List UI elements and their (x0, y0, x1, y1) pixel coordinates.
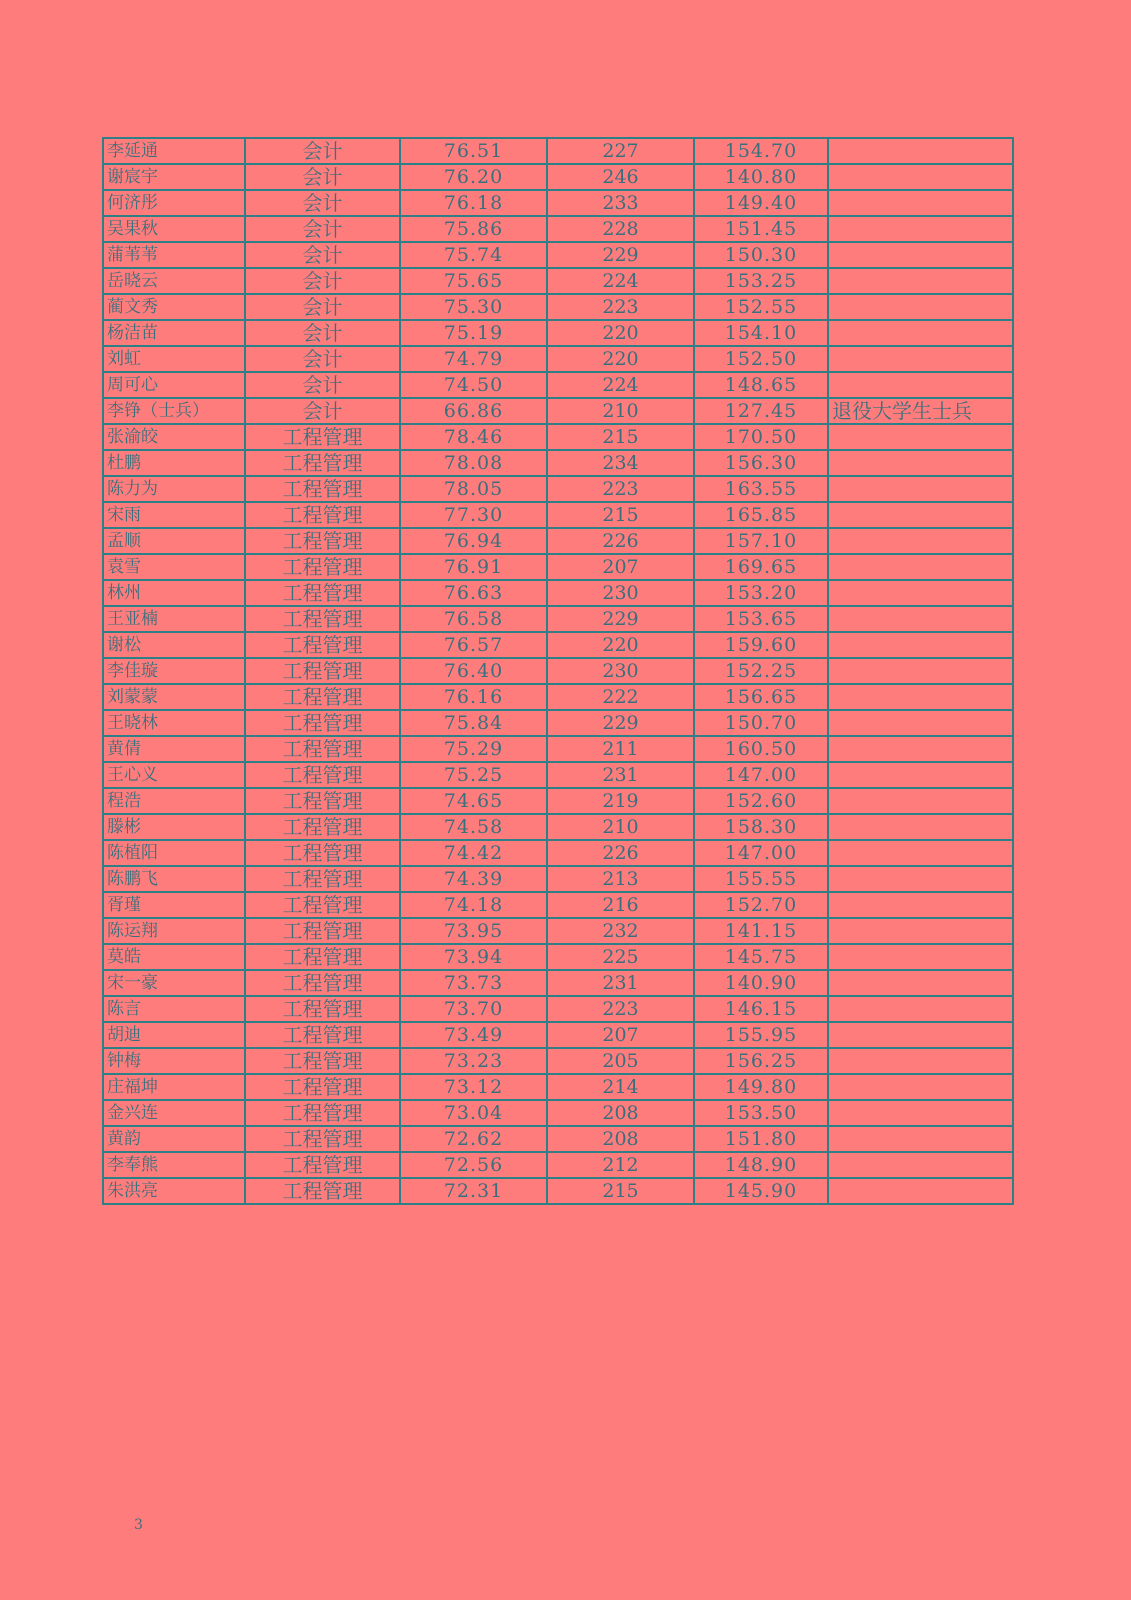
exam-score-cell: 212 (547, 1152, 694, 1178)
table-row (103, 788, 1013, 814)
total-score-cell: 146.15 (694, 996, 828, 1022)
score-cell: 74.79 (400, 346, 547, 372)
note-cell (828, 372, 1013, 398)
score-cell: 75.25 (400, 762, 547, 788)
student-name-cell: 胡迪 (103, 1022, 245, 1048)
total-score-cell: 127.45 (694, 398, 828, 424)
note-cell (828, 970, 1013, 996)
major-cell: 工程管理 (245, 996, 400, 1022)
total-score-cell: 148.65 (694, 372, 828, 398)
note-cell: 退役大学生士兵 (828, 398, 1013, 424)
student-name-cell: 蔺文秀 (103, 294, 245, 320)
exam-score-cell: 228 (547, 216, 694, 242)
total-score-cell: 156.30 (694, 450, 828, 476)
exam-score-cell: 223 (547, 294, 694, 320)
student-name-cell: 刘虹 (103, 346, 245, 372)
student-name-cell: 王亚楠 (103, 606, 245, 632)
exam-score-cell: 220 (547, 632, 694, 658)
total-score-cell: 170.50 (694, 424, 828, 450)
table-row (103, 294, 1013, 320)
note-cell (828, 528, 1013, 554)
score-cell: 74.18 (400, 892, 547, 918)
exam-score-cell: 230 (547, 658, 694, 684)
score-cell: 73.95 (400, 918, 547, 944)
exam-score-cell: 215 (547, 502, 694, 528)
major-cell: 会计 (245, 320, 400, 346)
total-score-cell: 156.25 (694, 1048, 828, 1074)
table-row (103, 840, 1013, 866)
note-cell (828, 554, 1013, 580)
note-cell (828, 736, 1013, 762)
table-row (103, 450, 1013, 476)
major-cell: 会计 (245, 268, 400, 294)
major-cell: 工程管理 (245, 1100, 400, 1126)
total-score-cell: 163.55 (694, 476, 828, 502)
major-cell: 工程管理 (245, 1178, 400, 1204)
score-cell: 76.57 (400, 632, 547, 658)
table-row (103, 554, 1013, 580)
table-row (103, 632, 1013, 658)
total-score-cell: 140.80 (694, 164, 828, 190)
major-cell: 工程管理 (245, 1152, 400, 1178)
table-row (103, 216, 1013, 242)
table-row (103, 658, 1013, 684)
table-row (103, 268, 1013, 294)
note-cell (828, 814, 1013, 840)
major-cell: 工程管理 (245, 736, 400, 762)
total-score-cell: 152.50 (694, 346, 828, 372)
major-cell: 工程管理 (245, 528, 400, 554)
major-cell: 工程管理 (245, 918, 400, 944)
student-name-cell: 宋雨 (103, 502, 245, 528)
note-cell (828, 294, 1013, 320)
score-cell: 76.51 (400, 138, 547, 164)
exam-score-cell: 215 (547, 1178, 694, 1204)
exam-score-cell: 210 (547, 814, 694, 840)
exam-score-cell: 216 (547, 892, 694, 918)
major-cell: 工程管理 (245, 502, 400, 528)
student-name-cell: 袁雪 (103, 554, 245, 580)
score-cell: 78.08 (400, 450, 547, 476)
score-cell: 75.65 (400, 268, 547, 294)
table-row (103, 1048, 1013, 1074)
student-name-cell: 朱洪亮 (103, 1178, 245, 1204)
major-cell: 工程管理 (245, 424, 400, 450)
student-name-cell: 陈运翔 (103, 918, 245, 944)
student-name-cell: 陈力为 (103, 476, 245, 502)
note-cell (828, 944, 1013, 970)
major-cell: 会计 (245, 190, 400, 216)
total-score-cell: 152.25 (694, 658, 828, 684)
student-name-cell: 黄倩 (103, 736, 245, 762)
student-name-cell: 李铮（士兵） (103, 398, 245, 424)
note-cell (828, 996, 1013, 1022)
exam-score-cell: 246 (547, 164, 694, 190)
exam-score-cell: 231 (547, 970, 694, 996)
score-cell: 76.91 (400, 554, 547, 580)
exam-score-cell: 220 (547, 320, 694, 346)
total-score-cell: 152.55 (694, 294, 828, 320)
score-cell: 74.58 (400, 814, 547, 840)
table-body (103, 138, 1013, 1204)
score-cell: 73.12 (400, 1074, 547, 1100)
score-cell: 76.40 (400, 658, 547, 684)
total-score-cell: 147.00 (694, 762, 828, 788)
major-cell: 会计 (245, 138, 400, 164)
total-score-cell: 169.65 (694, 554, 828, 580)
major-cell: 工程管理 (245, 476, 400, 502)
student-name-cell: 孟顺 (103, 528, 245, 554)
table-row (103, 372, 1013, 398)
note-cell (828, 788, 1013, 814)
note-cell (828, 684, 1013, 710)
score-cell: 73.04 (400, 1100, 547, 1126)
score-cell: 72.31 (400, 1178, 547, 1204)
table-row (103, 814, 1013, 840)
page-number: 3 (134, 1517, 143, 1533)
score-cell: 76.20 (400, 164, 547, 190)
student-name-cell: 何济彤 (103, 190, 245, 216)
score-cell: 75.84 (400, 710, 547, 736)
table-row (103, 138, 1013, 164)
total-score-cell: 159.60 (694, 632, 828, 658)
exam-score-cell: 226 (547, 528, 694, 554)
score-cell: 75.29 (400, 736, 547, 762)
major-cell: 工程管理 (245, 450, 400, 476)
exam-score-cell: 205 (547, 1048, 694, 1074)
exam-score-cell: 208 (547, 1126, 694, 1152)
major-cell: 工程管理 (245, 866, 400, 892)
score-cell: 77.30 (400, 502, 547, 528)
note-cell (828, 346, 1013, 372)
major-cell: 工程管理 (245, 762, 400, 788)
score-cell: 76.16 (400, 684, 547, 710)
note-cell (828, 710, 1013, 736)
table-row (103, 1152, 1013, 1178)
major-cell: 工程管理 (245, 658, 400, 684)
table-row (103, 710, 1013, 736)
major-cell: 工程管理 (245, 944, 400, 970)
note-cell (828, 450, 1013, 476)
table-row (103, 346, 1013, 372)
table-row (103, 164, 1013, 190)
table-row (103, 736, 1013, 762)
note-cell (828, 164, 1013, 190)
note-cell (828, 1048, 1013, 1074)
student-name-cell: 王晓林 (103, 710, 245, 736)
exam-score-cell: 219 (547, 788, 694, 814)
student-name-cell: 杨洁苗 (103, 320, 245, 346)
exam-score-cell: 214 (547, 1074, 694, 1100)
table-row (103, 476, 1013, 502)
total-score-cell: 154.10 (694, 320, 828, 346)
score-cell: 78.46 (400, 424, 547, 450)
total-score-cell: 147.00 (694, 840, 828, 866)
table-row (103, 1074, 1013, 1100)
student-name-cell: 吴果秋 (103, 216, 245, 242)
student-name-cell: 张渝皎 (103, 424, 245, 450)
exam-score-cell: 229 (547, 242, 694, 268)
note-cell (828, 476, 1013, 502)
exam-score-cell: 222 (547, 684, 694, 710)
score-cell: 73.70 (400, 996, 547, 1022)
note-cell (828, 892, 1013, 918)
table-row (103, 944, 1013, 970)
total-score-cell: 145.90 (694, 1178, 828, 1204)
score-cell: 73.49 (400, 1022, 547, 1048)
total-score-cell: 153.50 (694, 1100, 828, 1126)
major-cell: 工程管理 (245, 788, 400, 814)
score-cell: 73.94 (400, 944, 547, 970)
total-score-cell: 153.20 (694, 580, 828, 606)
exam-score-cell: 213 (547, 866, 694, 892)
note-cell (828, 1100, 1013, 1126)
table-row (103, 606, 1013, 632)
total-score-cell: 150.70 (694, 710, 828, 736)
note-cell (828, 580, 1013, 606)
exam-score-cell: 208 (547, 1100, 694, 1126)
student-name-cell: 钟梅 (103, 1048, 245, 1074)
major-cell: 工程管理 (245, 970, 400, 996)
table-row (103, 892, 1013, 918)
score-cell: 74.39 (400, 866, 547, 892)
exam-score-cell: 215 (547, 424, 694, 450)
student-name-cell: 程浩 (103, 788, 245, 814)
table-row (103, 1126, 1013, 1152)
table-row (103, 1178, 1013, 1204)
student-name-cell: 刘蒙蒙 (103, 684, 245, 710)
major-cell: 工程管理 (245, 580, 400, 606)
major-cell: 工程管理 (245, 840, 400, 866)
score-cell: 75.86 (400, 216, 547, 242)
student-name-cell: 蒲苇苇 (103, 242, 245, 268)
note-cell (828, 320, 1013, 346)
table-row (103, 424, 1013, 450)
exam-score-cell: 223 (547, 996, 694, 1022)
major-cell: 会计 (245, 164, 400, 190)
exam-score-cell: 229 (547, 710, 694, 736)
total-score-cell: 153.65 (694, 606, 828, 632)
table-row (103, 242, 1013, 268)
exam-score-cell: 226 (547, 840, 694, 866)
note-cell (828, 658, 1013, 684)
student-name-cell: 黄韵 (103, 1126, 245, 1152)
score-cell: 74.42 (400, 840, 547, 866)
score-cell: 73.73 (400, 970, 547, 996)
total-score-cell: 151.45 (694, 216, 828, 242)
major-cell: 会计 (245, 372, 400, 398)
table-row (103, 320, 1013, 346)
major-cell: 工程管理 (245, 1048, 400, 1074)
note-cell (828, 1178, 1013, 1204)
total-score-cell: 165.85 (694, 502, 828, 528)
note-cell (828, 216, 1013, 242)
note-cell (828, 190, 1013, 216)
score-cell: 76.18 (400, 190, 547, 216)
student-name-cell: 宋一豪 (103, 970, 245, 996)
exam-score-cell: 230 (547, 580, 694, 606)
exam-score-cell: 232 (547, 918, 694, 944)
score-cell: 73.23 (400, 1048, 547, 1074)
major-cell: 会计 (245, 294, 400, 320)
note-cell (828, 424, 1013, 450)
exam-score-cell: 211 (547, 736, 694, 762)
total-score-cell: 152.70 (694, 892, 828, 918)
table-row (103, 996, 1013, 1022)
major-cell: 会计 (245, 398, 400, 424)
note-cell (828, 632, 1013, 658)
student-name-cell: 庄福坤 (103, 1074, 245, 1100)
total-score-cell: 154.70 (694, 138, 828, 164)
exam-score-cell: 224 (547, 372, 694, 398)
student-name-cell: 陈植阳 (103, 840, 245, 866)
note-cell (828, 840, 1013, 866)
total-score-cell: 149.40 (694, 190, 828, 216)
major-cell: 工程管理 (245, 1126, 400, 1152)
score-table (102, 137, 1014, 1205)
table-row (103, 918, 1013, 944)
student-name-cell: 滕彬 (103, 814, 245, 840)
total-score-cell: 141.15 (694, 918, 828, 944)
total-score-cell: 148.90 (694, 1152, 828, 1178)
score-cell: 72.56 (400, 1152, 547, 1178)
total-score-cell: 157.10 (694, 528, 828, 554)
table-row (103, 398, 1013, 424)
total-score-cell: 155.95 (694, 1022, 828, 1048)
table-row (103, 502, 1013, 528)
score-cell: 66.86 (400, 398, 547, 424)
note-cell (828, 866, 1013, 892)
score-cell: 74.65 (400, 788, 547, 814)
score-cell: 76.94 (400, 528, 547, 554)
student-name-cell: 王心义 (103, 762, 245, 788)
table-row (103, 866, 1013, 892)
note-cell (828, 1152, 1013, 1178)
exam-score-cell: 233 (547, 190, 694, 216)
exam-score-cell: 224 (547, 268, 694, 294)
major-cell: 工程管理 (245, 1022, 400, 1048)
student-name-cell: 岳晓云 (103, 268, 245, 294)
student-name-cell: 谢松 (103, 632, 245, 658)
total-score-cell: 158.30 (694, 814, 828, 840)
exam-score-cell: 231 (547, 762, 694, 788)
major-cell: 会计 (245, 216, 400, 242)
major-cell: 工程管理 (245, 606, 400, 632)
total-score-cell: 156.65 (694, 684, 828, 710)
exam-score-cell: 234 (547, 450, 694, 476)
table-row (103, 762, 1013, 788)
major-cell: 工程管理 (245, 684, 400, 710)
major-cell: 会计 (245, 346, 400, 372)
table-row (103, 1022, 1013, 1048)
note-cell (828, 1126, 1013, 1152)
total-score-cell: 160.50 (694, 736, 828, 762)
score-cell: 76.63 (400, 580, 547, 606)
total-score-cell: 155.55 (694, 866, 828, 892)
student-name-cell: 金兴连 (103, 1100, 245, 1126)
student-name-cell: 莫皓 (103, 944, 245, 970)
table-row (103, 970, 1013, 996)
student-name-cell: 周可心 (103, 372, 245, 398)
score-cell: 78.05 (400, 476, 547, 502)
student-name-cell: 李延通 (103, 138, 245, 164)
major-cell: 工程管理 (245, 710, 400, 736)
note-cell (828, 242, 1013, 268)
table-row (103, 684, 1013, 710)
note-cell (828, 1074, 1013, 1100)
note-cell (828, 502, 1013, 528)
total-score-cell: 153.25 (694, 268, 828, 294)
total-score-cell: 152.60 (694, 788, 828, 814)
exam-score-cell: 220 (547, 346, 694, 372)
student-name-cell: 林州 (103, 580, 245, 606)
major-cell: 工程管理 (245, 892, 400, 918)
exam-score-cell: 223 (547, 476, 694, 502)
total-score-cell: 151.80 (694, 1126, 828, 1152)
exam-score-cell: 210 (547, 398, 694, 424)
score-cell: 75.19 (400, 320, 547, 346)
exam-score-cell: 229 (547, 606, 694, 632)
note-cell (828, 268, 1013, 294)
major-cell: 工程管理 (245, 554, 400, 580)
exam-score-cell: 207 (547, 1022, 694, 1048)
note-cell (828, 918, 1013, 944)
table-row (103, 190, 1013, 216)
total-score-cell: 150.30 (694, 242, 828, 268)
student-name-cell: 陈言 (103, 996, 245, 1022)
student-name-cell: 李奉熊 (103, 1152, 245, 1178)
major-cell: 会计 (245, 242, 400, 268)
score-cell: 72.62 (400, 1126, 547, 1152)
note-cell (828, 762, 1013, 788)
table-row (103, 580, 1013, 606)
major-cell: 工程管理 (245, 1074, 400, 1100)
score-cell: 75.30 (400, 294, 547, 320)
exam-score-cell: 225 (547, 944, 694, 970)
score-cell: 75.74 (400, 242, 547, 268)
note-cell (828, 606, 1013, 632)
note-cell (828, 1022, 1013, 1048)
major-cell: 工程管理 (245, 814, 400, 840)
table-row (103, 528, 1013, 554)
note-cell (828, 138, 1013, 164)
student-name-cell: 李佳璇 (103, 658, 245, 684)
total-score-cell: 140.90 (694, 970, 828, 996)
major-cell: 工程管理 (245, 632, 400, 658)
student-name-cell: 杜鹏 (103, 450, 245, 476)
total-score-cell: 149.80 (694, 1074, 828, 1100)
student-name-cell: 胥瑾 (103, 892, 245, 918)
exam-score-cell: 207 (547, 554, 694, 580)
total-score-cell: 145.75 (694, 944, 828, 970)
score-cell: 76.58 (400, 606, 547, 632)
student-name-cell: 陈鹏飞 (103, 866, 245, 892)
score-cell: 74.50 (400, 372, 547, 398)
student-name-cell: 谢宸宇 (103, 164, 245, 190)
table-row (103, 1100, 1013, 1126)
exam-score-cell: 227 (547, 138, 694, 164)
